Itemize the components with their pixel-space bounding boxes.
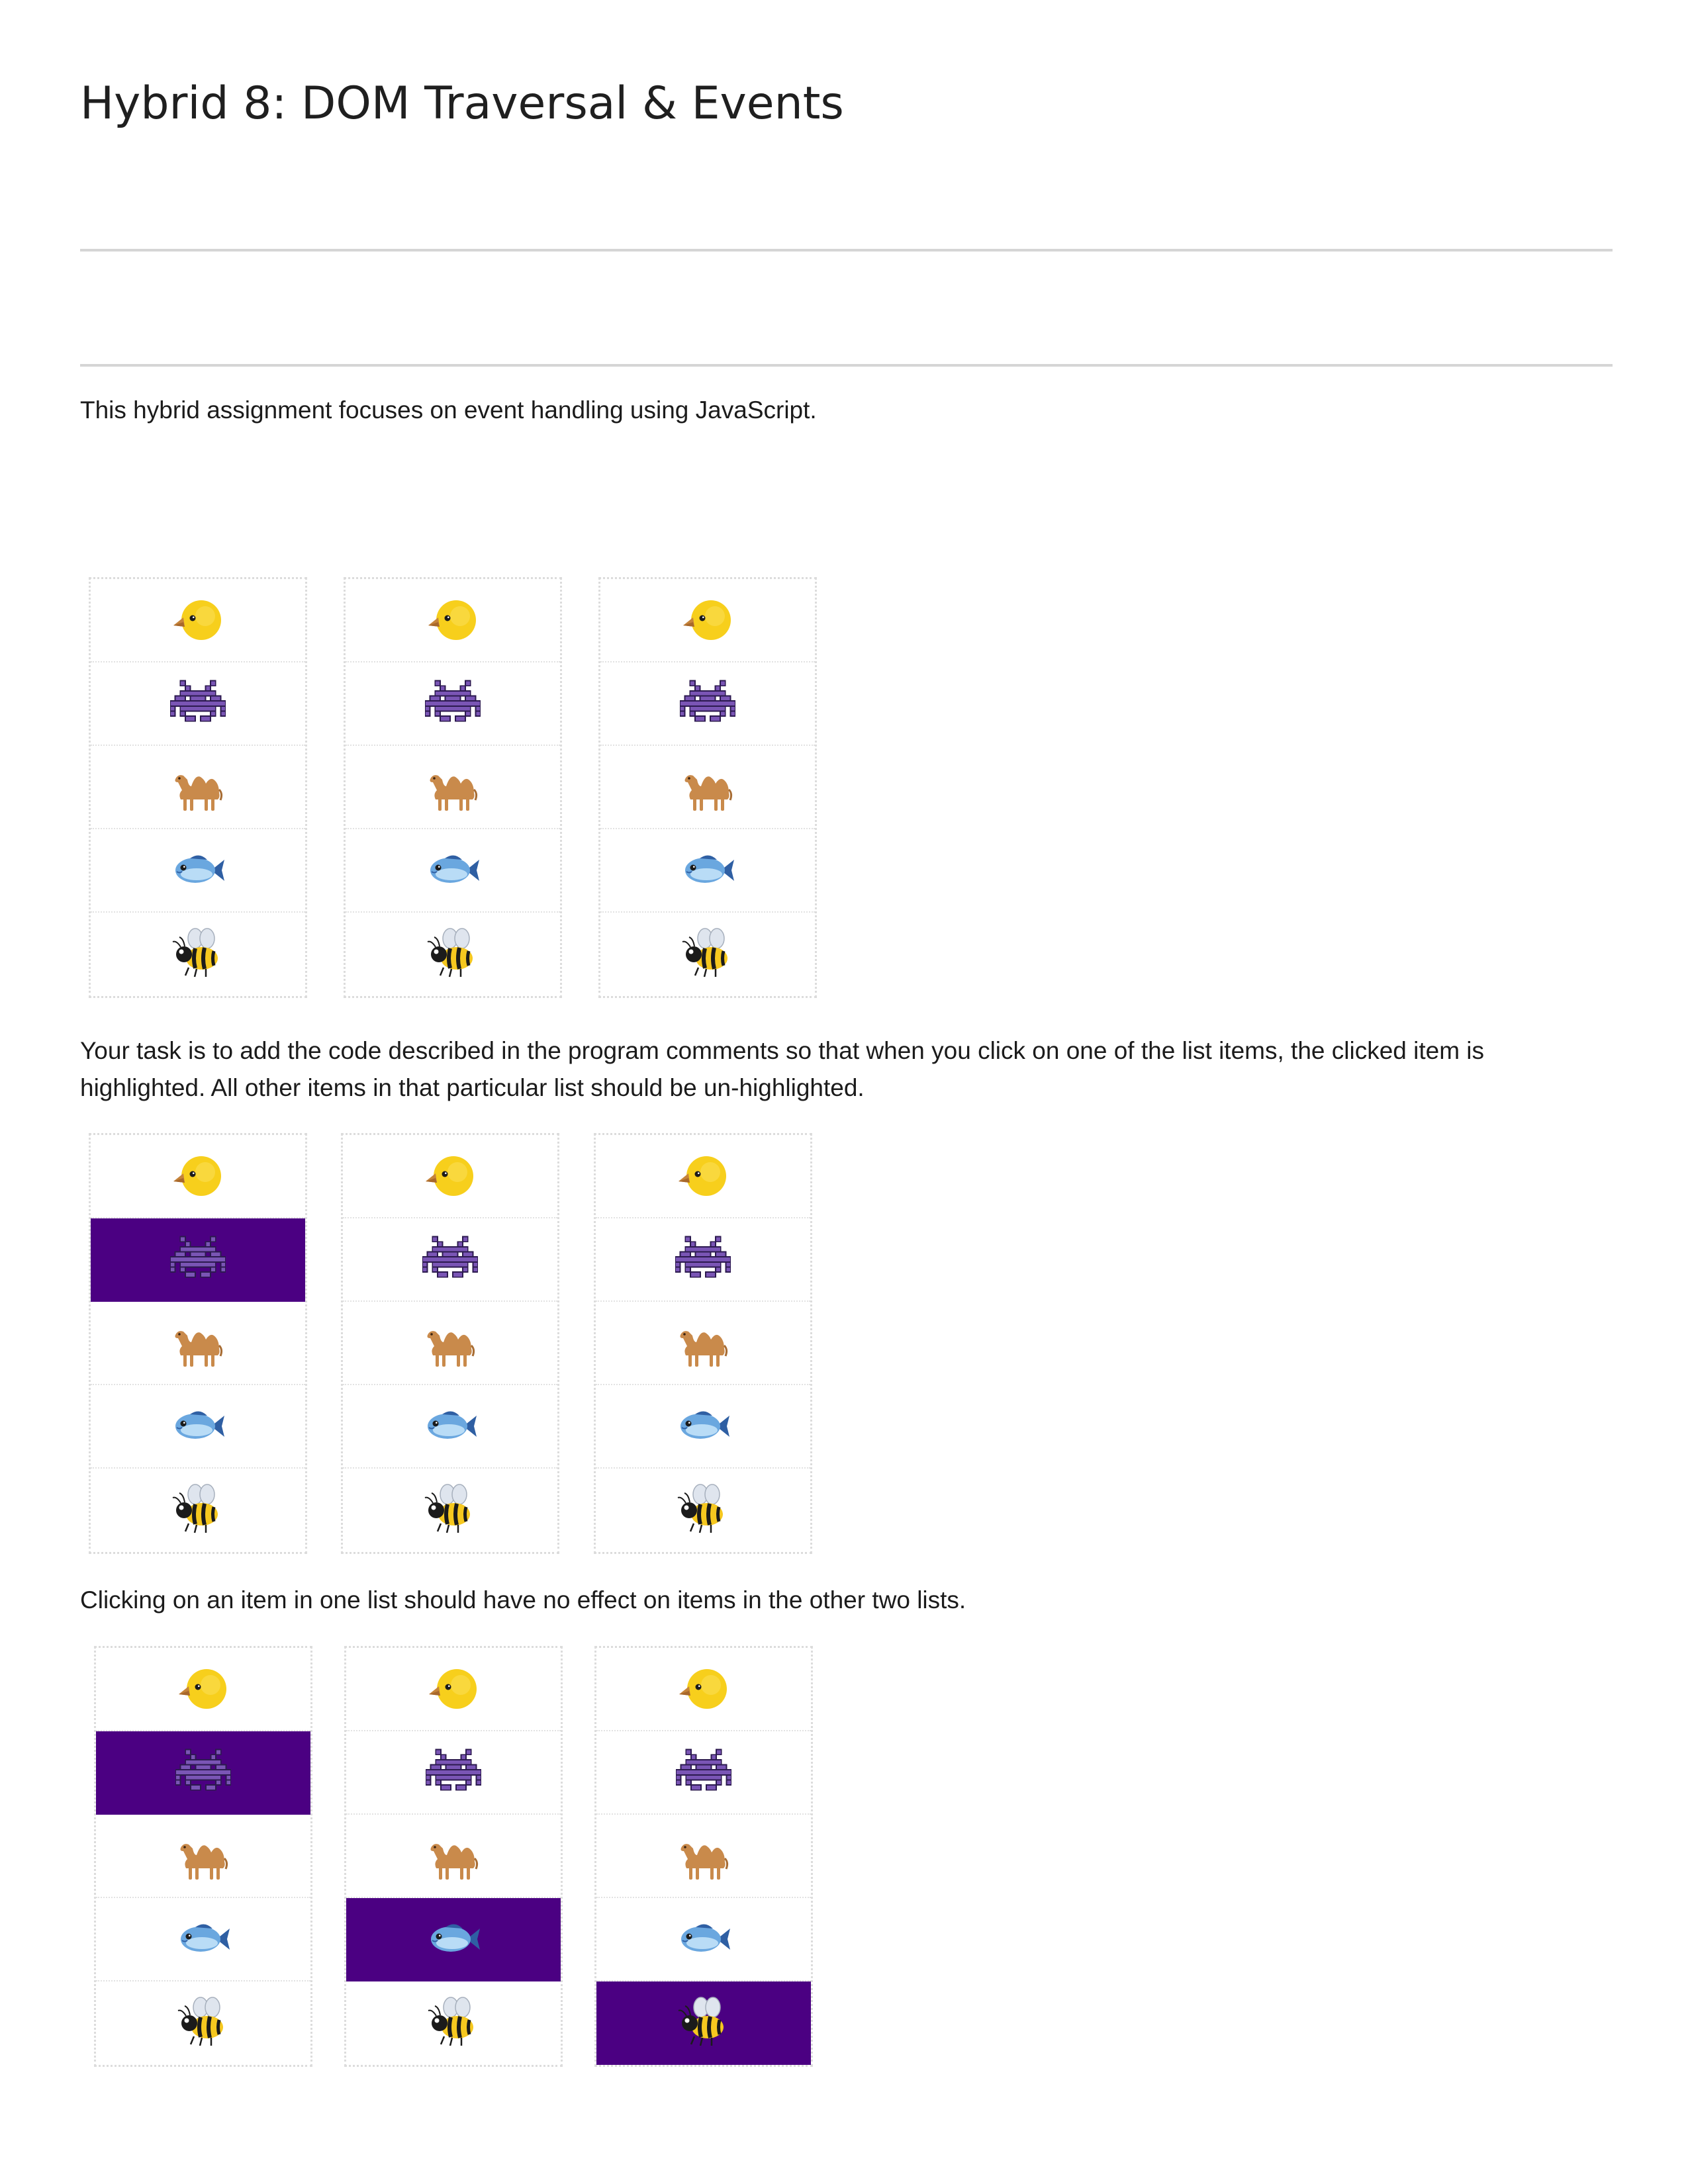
camel-icon [675,1315,731,1371]
emoji-list-2 [344,1646,563,2067]
list-item[interactable] [600,913,815,996]
space-invader-icon [422,1232,478,1287]
fish-icon [175,1911,231,1967]
list-item[interactable] [91,662,305,746]
list-item[interactable] [91,829,305,913]
section-divider [80,364,1613,367]
space-invader-icon [170,1232,226,1287]
list-item[interactable] [91,579,305,662]
baby-chick-icon [680,592,735,648]
baby-chick-icon [426,1661,481,1717]
list-item[interactable] [343,1385,557,1469]
fish-icon [422,1398,478,1454]
note-paragraph: Clicking on an item in one list should have no effect on items in the other two lists. [80,1586,966,1614]
list-item[interactable] [343,1469,557,1552]
emoji-list-1 [89,577,307,998]
list-item[interactable] [600,746,815,829]
list-item[interactable] [600,579,815,662]
list-item[interactable] [596,1731,811,1815]
honeybee-icon [170,927,226,982]
page-title: Hybrid 8: DOM Traversal & Events [80,77,844,130]
list-item[interactable] [596,1648,811,1731]
list-item[interactable] [346,1815,561,1898]
list-item[interactable] [596,1469,810,1552]
emoji-list-3 [594,1646,813,2067]
list-item[interactable] [91,1469,305,1552]
task-paragraph: Your task is to add the code described in the program comments so that when you click on one of the list items, the clicked item is highlighted. All other items in that particular list should be un-highlighted. [80,1037,1485,1101]
list-item[interactable] [91,1302,305,1385]
list-item[interactable] [96,1648,310,1731]
list-item[interactable] [596,1135,810,1218]
list-item[interactable] [96,1898,310,1981]
baby-chick-icon [422,1148,478,1204]
camel-icon [422,1315,478,1371]
baby-chick-icon [170,1148,226,1204]
honeybee-icon [676,1995,731,2051]
honeybee-icon [425,927,481,982]
camel-icon [676,1828,731,1884]
space-invader-icon [425,676,481,731]
space-invader-icon [426,1745,481,1800]
list-item[interactable] [96,1981,310,2065]
baby-chick-icon [425,592,481,648]
camel-icon [425,759,481,815]
list-item[interactable] [600,662,815,746]
intro-paragraph: This hybrid assignment focuses on event handling using JavaScript. [80,396,817,424]
honeybee-icon [422,1482,478,1538]
list-item[interactable] [346,1981,561,2065]
list-item[interactable] [346,662,560,746]
emoji-list-2 [341,1133,559,1554]
list-item[interactable] [600,829,815,913]
honeybee-icon [175,1995,231,2051]
list-item[interactable] [91,746,305,829]
space-invader-icon [676,1745,731,1800]
fish-icon [680,842,735,898]
space-invader-icon [175,1745,231,1800]
list-item[interactable] [346,746,560,829]
honeybee-icon [170,1482,226,1538]
list-item[interactable] [346,1731,561,1815]
emoji-list-1 [94,1646,312,2067]
fish-icon [426,1911,481,1967]
list-item[interactable] [343,1218,557,1302]
baby-chick-icon [175,1661,231,1717]
list-item[interactable] [596,1898,811,1981]
camel-icon [680,759,735,815]
emoji-list-1 [89,1133,307,1554]
honeybee-icon [426,1995,481,2051]
list-item[interactable] [96,1815,310,1898]
list-item[interactable] [596,1815,811,1898]
honeybee-icon [675,1482,731,1538]
list-item[interactable] [346,913,560,996]
camel-icon [426,1828,481,1884]
list-item[interactable] [343,1302,557,1385]
honeybee-icon [680,927,735,982]
list-item[interactable] [596,1385,810,1469]
space-invader-icon [170,676,226,731]
fish-icon [170,842,226,898]
title-divider [80,249,1613,251]
baby-chick-icon [676,1661,731,1717]
list-item[interactable] [91,913,305,996]
list-item[interactable] [96,1731,310,1815]
fish-icon [425,842,481,898]
emoji-list-3 [598,577,817,998]
list-item[interactable] [596,1218,810,1302]
emoji-list-2 [344,577,562,998]
list-item[interactable] [91,1218,305,1302]
list-item[interactable] [346,1898,561,1981]
list-item[interactable] [596,1302,810,1385]
fish-icon [675,1398,731,1454]
list-item[interactable] [346,579,560,662]
camel-icon [170,1315,226,1371]
list-item[interactable] [346,829,560,913]
list-item[interactable] [343,1135,557,1218]
list-item[interactable] [596,1981,811,2065]
camel-icon [170,759,226,815]
fish-icon [676,1911,731,1967]
baby-chick-icon [675,1148,731,1204]
emoji-list-3 [594,1133,812,1554]
space-invader-icon [680,676,735,731]
fish-icon [170,1398,226,1454]
baby-chick-icon [170,592,226,648]
list-item[interactable] [91,1385,305,1469]
space-invader-icon [675,1232,731,1287]
list-item[interactable] [346,1648,561,1731]
list-item[interactable] [91,1135,305,1218]
camel-icon [175,1828,231,1884]
